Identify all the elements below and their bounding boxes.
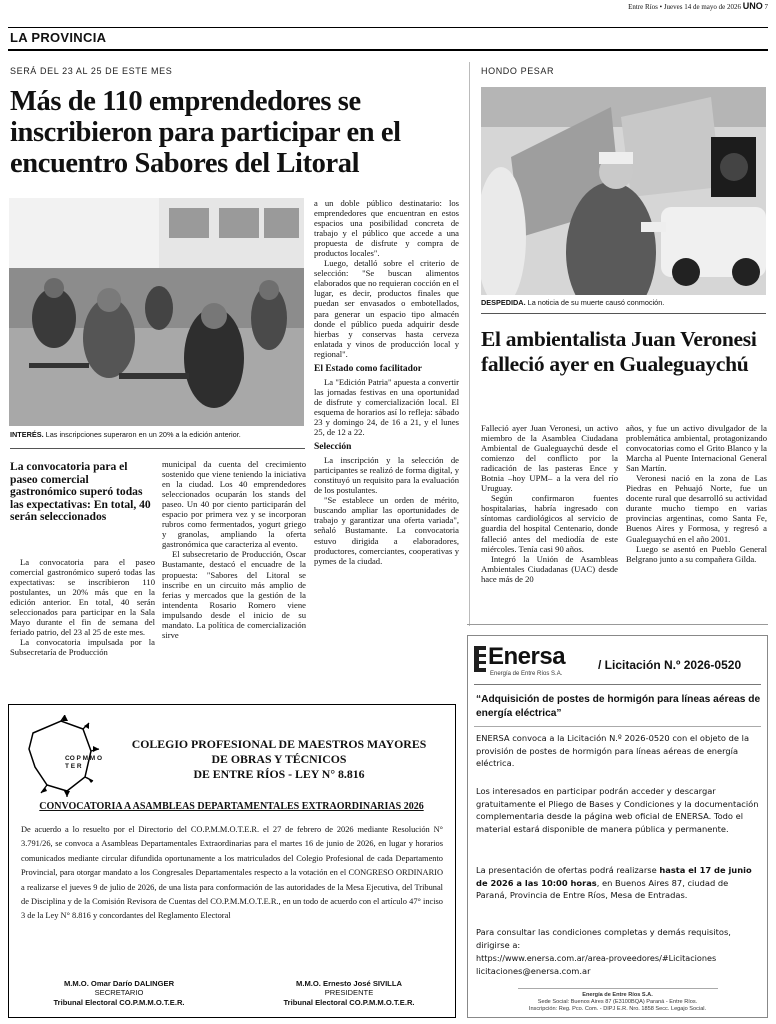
column-separator [469, 62, 470, 626]
colegio-logo [21, 715, 106, 797]
article1-kicker: SERÁ DEL 23 AL 25 DE ESTE MES [10, 66, 173, 76]
enersa-url-link[interactable]: https://www.enersa.com.ar/area-proveedores/#Licitaciones [476, 953, 717, 963]
brand-logo: UNO [742, 1, 763, 11]
sig2-role: PRESIDENTE [324, 988, 374, 998]
paragraph: La inscripción y la selección de participantes se realizó de forma digital, y constituyó un requisito para la evaluación de los postulantes. [314, 455, 459, 496]
colegio-title [109, 737, 449, 782]
article1-caption [10, 430, 310, 439]
article1-photo [9, 198, 304, 426]
enersa-licitacion-number: / Licitación N.º 2026-0520 [598, 658, 742, 672]
section-title: LA PROVINCIA [10, 30, 107, 45]
colegio-title-line2: DE OBRAS Y TÉCNICOS [211, 752, 347, 766]
sig2-org: Tribunal Electoral CO.P.M.M.O.T.E.R. [283, 997, 415, 1007]
paragraph: años, y fue un activo divulgador de la problemática ambiental, protagonizando convocatorias como el Grito Blanco y la Marcha al Puente Internacional General San Martín. [626, 423, 767, 474]
paragraph: La convocatoria impulsada por la Subsecretaría de Producción [10, 637, 155, 658]
colegio-logo-text: CO P M M O T E R [65, 755, 103, 770]
subhead-facilitador: El Estado como facilitador [314, 363, 422, 374]
paragraph: Luego, detalló sobre el criterio de selección: "Se buscan alimentos elaborados que no requieran cocción en el lugar, es decir, productos finales que puedan ser envasados o embotellados, para generar un espacio tipo almacén donde el público pueda adquirir desde hierbas y conservas hasta cerveza enlatada y vinos de producción local y regional". [314, 258, 459, 359]
article1-headline: Más de 110 emprendedores se inscribieron para participar en el encuentro Sabores del Litoral [10, 86, 401, 179]
enersa-rule [474, 726, 761, 727]
enersa-footer [468, 992, 767, 1013]
article2-photo [481, 87, 766, 295]
enersa-p3-a: La presentación de ofertas podrá realizarse [476, 865, 660, 875]
section-rule-bottom [8, 49, 768, 51]
enersa-email-link[interactable]: licitaciones@enersa.com.ar [476, 966, 591, 976]
sig1-org: Tribunal Electoral CO.P.M.M.O.T.E.R. [53, 997, 185, 1007]
paragraph: La "Edición Patria" apuesta a convertir las jornadas festivas en una oportunidad de disfrute y comercialización local. El esquema de horarios así lo refleja: sábado 23 y domingo 24, de 16 a 21, y el lunes 25, de 12 a 22. [314, 376, 459, 438]
protest-portrait-image [481, 87, 766, 295]
colegio-convocatoria-heading: CONVOCATORIA A ASAMBLEAS DEPARTAMENTALES EXTRAORDINARIAS 2026 [39, 801, 424, 812]
article1-column-2 [162, 459, 306, 640]
pull-quote: La convocatoria para el paseo comercial gastronómico superó todas las expectativas: En total, 40 serán seleccionados [10, 460, 151, 524]
enersa-footer-line1: Sede Social: Buenos Aires 87 (E3100BQA) Paraná - Entre Ríos. [537, 999, 698, 1005]
paragraph: "Se establece un orden de mérito, buscando ampliar las oportunidades de trabajo y garantizar una oferta variada", señaló Bustamante. La convocatoria estuvo dirigida a elaboradores, productores, comerciantes, cooperativas y pymes de la ciudad. [314, 495, 459, 566]
fair-crowd-image [9, 198, 304, 426]
enersa-footer-line2: Inscripción: Reg. Pco. Com. - DIPJ E.R. Nro. 1858 Secc. Legajo Social. [528, 1006, 707, 1012]
enersa-paragraph-3 [476, 864, 761, 902]
caption-label: INTERÉS. [10, 430, 44, 439]
paragraph: a un doble público destinatario: los emprendedores que encuentran en estos espacios una posibilidad concreta de trabajo y el público que accede a una propuesta de disfrute y compra de productos locales". [314, 198, 459, 259]
article2-kicker: HONDO PESAR [481, 66, 555, 76]
enersa-deadline: hasta el 17 de junio de 2026 a las 10:00 horas [476, 865, 752, 888]
paragraph: Falleció ayer Juan Veronesi, un activo miembro de la Asamblea Ciudadana Ambiental de Gualeguaychú desde el comienzo del conflicto por la radicación de las pasteras Ence y Botnia –hoy UPM– a la vera del río Uruguay. [481, 423, 618, 494]
subhead-seleccion: Selección [314, 442, 352, 453]
page-number: 7 [764, 3, 768, 11]
paragraph: Luego se asentó en Pueblo General Belgrano junto a su compañera Gilda. [626, 543, 767, 564]
paragraph: Veronesi nació en la zona de Las Piedras en Pehuajó Norte, fue un docente rural que desarrolló su actividad durante mucho tiempo en varias provincias argentinas, como Santa Fe, Buenos Aires y Formosa, y regresó a Gualeguaychú en el año 2001. [626, 473, 767, 544]
caption-text: La noticia de su muerte causó conmoción. [525, 298, 665, 307]
enersa-rule [474, 684, 761, 685]
signature-presidente [259, 979, 439, 1007]
enersa-footer-company: Energía de Entre Ríos S.A. [582, 992, 653, 998]
enersa-ad [467, 635, 768, 1018]
sig1-role: SECRETARIO [94, 988, 144, 998]
caption-rule [10, 448, 305, 449]
enersa-p3-b: , en Buenos Aires 87, ciudad de Paraná, Provincia de Entre Ríos, Mesa de Entradas. [476, 877, 729, 901]
colegio-title-line1: COLEGIO PROFESIONAL DE MAESTROS MAYORES [131, 737, 427, 751]
colegio-title-line3: DE ENTRE RÍOS - LEY N° 8.816 [193, 767, 365, 781]
paragraph: Según confirmaron fuentes hospitalarias, habría ingresado con síntomas cardiológicos al servicio de guardia del hospital Centenario, donde falleció antes del mediodía de este miércoles. Tenía casi 90 años. [481, 493, 618, 554]
paragraph: El subsecretario de Producción, Oscar Bustamante, destacó el encuadre de la propuesta: "Sabores del Litoral se inscribe en un circuito más amplio de ferias y mercados que la gestión de la intendenta Rosario Romero viene impulsando desde el inicio de su mandato. La política de comercialización sirve [162, 549, 306, 640]
paragraph: municipal da cuenta del crecimiento sostenido que viene teniendo la iniciativa en la ciudad. Los 40 emprendedores seleccionados ocuparán los stands del paseo. Un 40 por ciento participarán del espacio por primera vez y se incorporan rubros como fermentados, yogurt griego y granolas, ampliando la oferta gastronómica que caracteriza al evento. [162, 459, 306, 550]
article2-column-2 [626, 423, 767, 564]
ad-separator [467, 624, 768, 625]
enersa-paragraph-1: ENERSA convoca a la Licitación N.º 2026-0520 con el objeto de la provisión de postes de hormigón para líneas aéreas de energía eléctrica. [476, 733, 750, 769]
article1-column-1 [10, 557, 155, 657]
article2-caption [481, 298, 766, 307]
caption-label: DESPEDIDA. [481, 298, 526, 307]
enersa-paragraph-4: Para consultar las condiciones completas y demás requisitos, dirigirse a: [476, 927, 731, 950]
paragraph: Integró la Unión de Asambleas Ambientales Ciudadanas (UAC) desde hace más de 20 [481, 553, 618, 584]
section-rule-top [8, 27, 768, 28]
sig2-name: M.M.O. Ernesto José SIVILLA [296, 979, 402, 988]
enersa-tagline: Energía de Entre Ríos S.A. [490, 671, 563, 677]
sig1-name: M.M.O. Omar Darío DALINGER [63, 979, 175, 988]
folio [628, 1, 768, 11]
signature-secretario [29, 979, 209, 1007]
enersa-paragraph-2: Los interesados en participar podrán acceder y descargar gratuitamente el Pliego de Bases y Condiciones y la documentación complementaria desde la página web oficial de ENERSA. Todo el material estará disponible de manera pública y permanente. [476, 786, 759, 834]
caption-text: Las inscripciones superaron en un 20% a la edición anterior. [43, 430, 241, 439]
article2-headline: El ambientalista Juan Veronesi falleció ayer en Gualeguaychú [481, 327, 757, 376]
caption-rule [481, 313, 766, 314]
enersa-footer-rule [518, 988, 718, 989]
folio-date: Entre Ríos • Jueves 14 de mayo de 2026 [628, 3, 741, 11]
article1-column-3 [314, 198, 459, 566]
enersa-logo-icon [474, 646, 486, 672]
article2-column-1 [481, 423, 618, 584]
enersa-brand: Enersa [488, 643, 566, 670]
enersa-subject: “Adquisición de postes de hormigón para líneas aéreas de energía eléctrica” [476, 694, 761, 719]
colegio-ad [8, 704, 456, 1018]
paragraph: La convocatoria para el paseo comercial gastronómico superó todas las expectativas: se inscribieron 110 postulantes, un 20% más que en la edición anterior. En total, 40 serán seleccionados para participar en la Sala Mayo durante el fin de semana del feriado patrio, del 23 al 25 de este mes. [10, 557, 155, 638]
colegio-body: De acuerdo a lo resuelto por el Directorio del CO.P.M.M.O.T.E.R. el 27 de febrero de 2026 mediante Resolución N° 3.791/26, se convoca a Asambleas Departamentales Extraordinarias para el martes 16 de junio de 2026, en lugar y horarios comunicados mediante circular difundida oportunamente a los matriculados del Colegio Profesional de cada Departamento Provincial, para otorgar mandato a los Congresales Departamentales respecto a la votación en el CONGRESO ORDINARIO a realizarse el jueves 9 de julio de 2026, de una lista para conformación de las autoridades de la Mesa Ejecutiva, del Tribunal de Disciplina y de la Comisión Revisora de Cuentas del CO.P.M.M.O.T.E.R., en un todo de acuerdo con el artículo 47° inciso 3 de la Ley N° 8.816 y concordantes del Reglamento Electoral [21, 825, 443, 921]
